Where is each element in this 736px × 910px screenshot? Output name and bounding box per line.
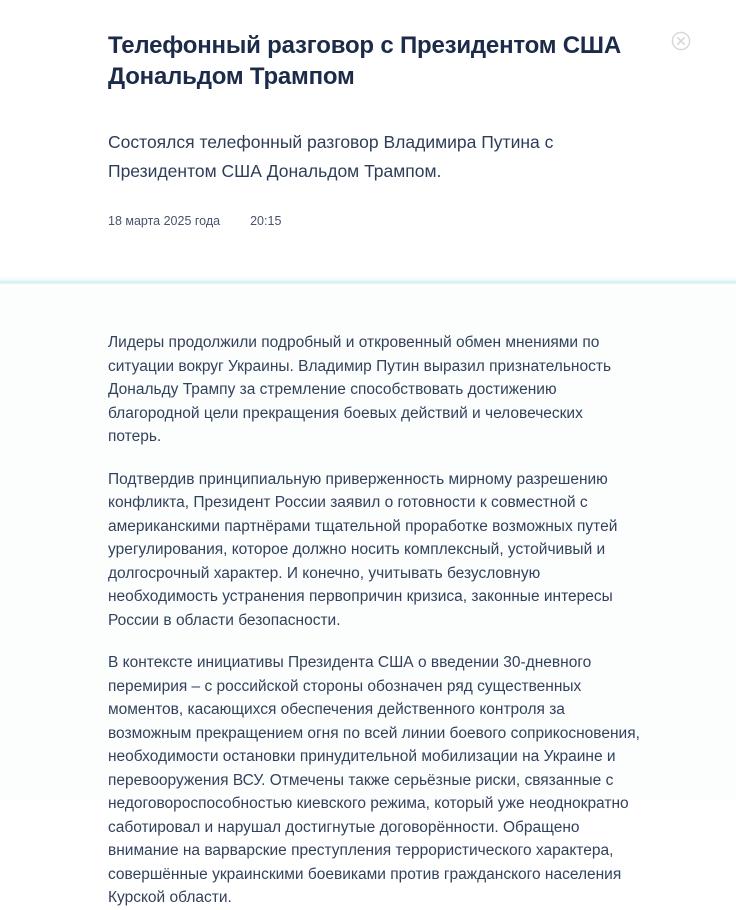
article-meta	[108, 214, 640, 228]
article-date: 18 марта 2025 года	[108, 214, 221, 228]
body-paragraph-2: Подтвердив принципиальную приверженность мирному разрешению конфликта, Президент России заявил о готовности к совместной с американскими партнёрами тщательной проработке возможных путей урегулирования, которое должно носить комплексный, устойчивый и долгосрочный характер. И конечно, учитывать безусловную необходимость устранения первопричин кризиса, законные интересы России в области безопасности.	[108, 470, 618, 629]
article-lead: Состоялся телефонный разговор Владимира Путина с Президентом США Дональдом Трампом.	[108, 132, 554, 181]
close-button[interactable]	[671, 31, 691, 51]
article-body	[0, 284, 736, 906]
section-divider	[0, 275, 736, 284]
page-title: Телефонный разговор с Президентом США Дональдом Трампом	[108, 32, 621, 90]
article-header	[0, 0, 736, 275]
body-paragraph-1: Лидеры продолжили подробный и откровенный обмен мнениями по ситуации вокруг Украины. Владимир Путин выразил признательность Дональду Трампу за стремление способствовать достижению благородной цели прекращения боевых действий и человеческих потерь.	[108, 334, 612, 445]
close-icon	[671, 39, 691, 54]
article-time: 20:15	[250, 214, 282, 228]
body-paragraph-3: В контексте инициативы Президента США о введении 30-дневного перемирия – с российской стороны обозначен ряд существенных моментов, касающихся обеспечения действенного контроля за возможным прекращением огня по всей линии боевого соприкосновения, необходимости остановки принудительной мобилизации на Украине и перевооружения ВСУ. Отмечены также серьёзные риски, связанные с недоговороспособностью киевского режима, который уже неоднократно саботировал и нарушал достигнутые договорённости. Обращено внимание на варварские преступления террористического характера, совершённые украинскими боевиками против гражданского населения Курской области.	[108, 654, 640, 906]
